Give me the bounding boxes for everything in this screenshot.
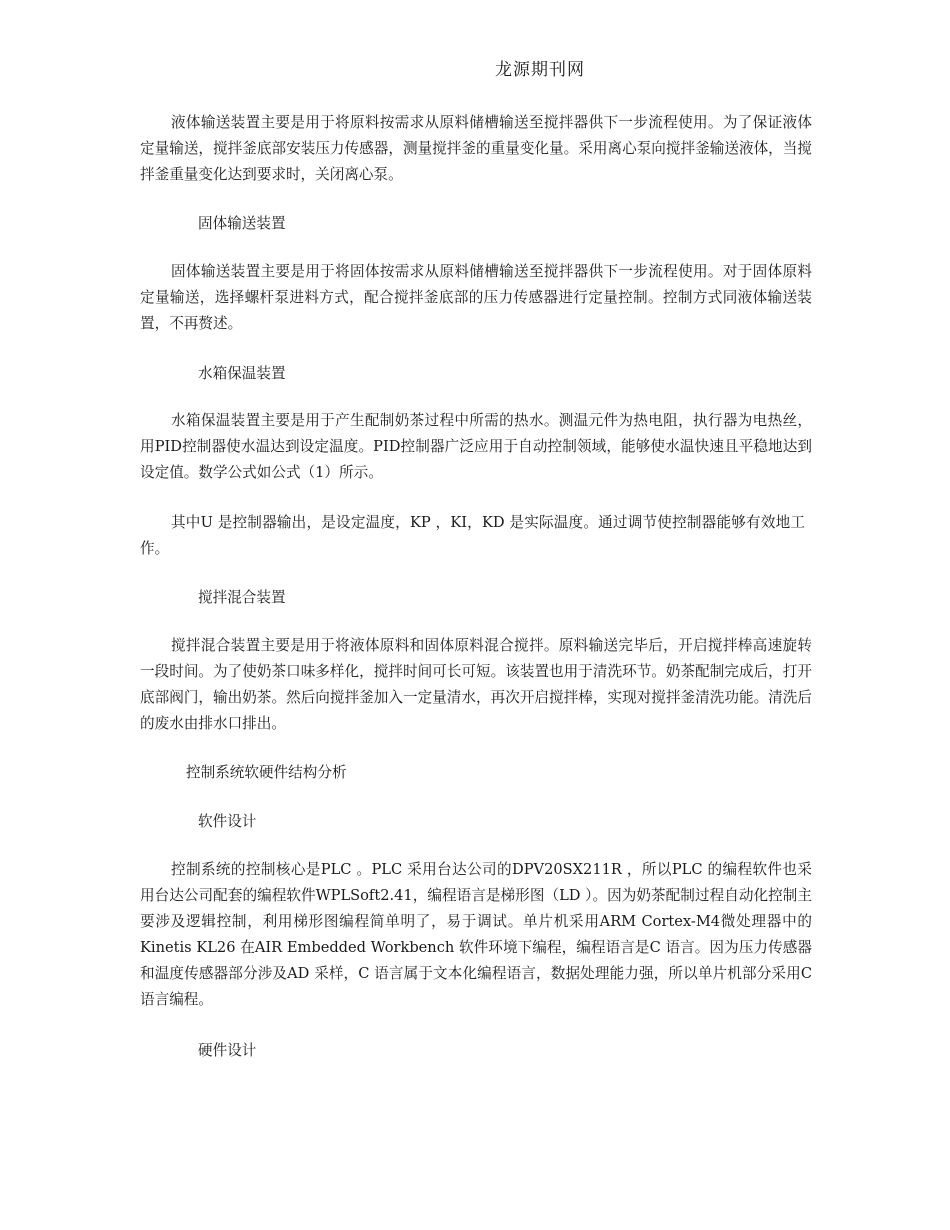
- paragraph-solid-conveying: 固体输送装置主要是用于将固体按需求从原料储槽输送至搅拌器供下一步流程使用。对于固体原料定量输送，选择螺杆泵进料方式，配合搅拌釜底部的压力传感器进行定量控制。控制方式同液体输送装置，不再赘述。: [140, 263, 812, 332]
- paragraph-pid-formula: 其中U 是控制器输出，是设定温度，KP ，KI，KD 是实际温度。通过调节使控制器能够有效地工作。: [140, 514, 805, 557]
- heading-control-system: 控制系统软硬件结构分析: [186, 764, 347, 781]
- heading-hardware-design: 硬件设计: [198, 1042, 257, 1059]
- page-header-site-name: 龙源期刊网: [495, 60, 585, 80]
- paragraph-mixing: 搅拌混合装置主要是用于将液体原料和固体原料混合搅拌。原料输送完毕后，开启搅拌棒高速旋转一段时间。为了使奶茶口味多样化，搅拌时间可长可短。该装置也用于清洗环节。奶茶配制完成后，打开底部阀门，输出奶茶。然后向搅拌釜加入一定量清水，再次开启搅拌棒，实现对搅拌釜清洗功能。清洗后的废水由排水口排出。: [140, 637, 812, 732]
- paragraph-water-tank: 水箱保温装置主要是用于产生配制奶茶过程中所需的热水。测温元件为热电阻，执行器为电热丝，用PID控制器使水温达到设定温度。PID控制器广泛应用于自动控制领域，能够使水温快速且平稳地达到设定值。数学公式如公式（1）所示。: [140, 412, 812, 481]
- paragraph-liquid-conveying: 液体输送装置主要是用于将原料按需求从原料储槽输送至搅拌器供下一步流程使用。为了保证液体定量输送，搅拌釜底部安装压力传感器，测量搅拌釜的重量变化量。采用离心泵向搅拌釜输送液体，当搅拌釜重量变化达到要求时，关闭离心泵。: [140, 114, 812, 183]
- heading-solid-conveying: 固体输送装置: [198, 215, 286, 232]
- heading-software-design: 软件设计: [198, 813, 257, 830]
- heading-water-tank: 水箱保温装置: [198, 365, 286, 382]
- heading-mixing: 搅拌混合装置: [198, 589, 286, 606]
- paragraph-software-design: 控制系统的控制核心是PLC 。PLC 采用台达公司的DPV20SX211R ，所以PLC 的编程软件也采用台达公司配套的编程软件WPLSoft2.41，编程语言是梯形图（LD ）。因为奶茶配制过程自动化控制主要涉及逻辑控制，利用梯形图编程简单明了，易于调试。单片机采用ARM Cortex-M4微处理器中的Kinetis KL26 在AIR Embedded Workbench 软件环境下编程，编程语言是C 语言。因为压力传感器和温度传感器部分涉及AD 采样，C 语言属于文本化编程语言，数据处理能力强，所以单片机部分采用C 语言编程。: [140, 861, 812, 1008]
